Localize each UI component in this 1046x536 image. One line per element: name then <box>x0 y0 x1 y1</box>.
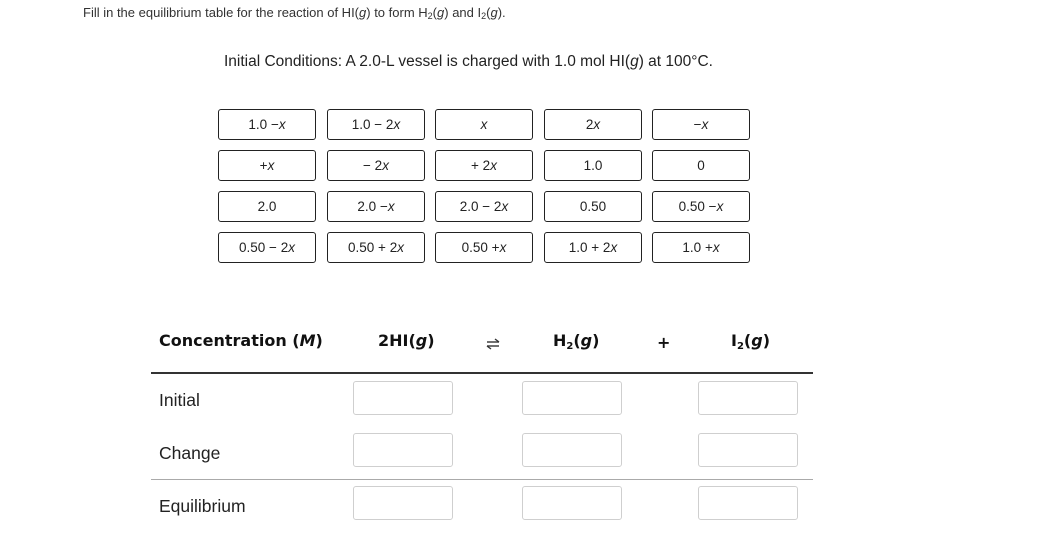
answer-tile[interactable]: − x <box>652 109 750 140</box>
answer-tile[interactable]: + x <box>218 150 316 181</box>
drop-equilibrium-h2[interactable] <box>522 486 622 520</box>
answer-tile[interactable]: 0.50 + x <box>435 232 533 263</box>
answer-tile[interactable]: 2.0 − 2 x <box>435 191 533 222</box>
answer-tile[interactable]: 0.50 − 2 x <box>218 232 316 263</box>
initial-conditions-text: Initial Conditions: A 2.0-L vessel is charged with 1.0 mol HI(g) at 100°C. <box>224 53 713 70</box>
equilibrium-arrows-icon <box>485 336 501 352</box>
instructions-text: Fill in the equilibrium table for the reaction of HI(g) to form $H_2(g)$ and $I_2(g)$. <box>83 5 506 21</box>
drop-initial-hi[interactable] <box>353 381 453 415</box>
row-label-change: Change <box>159 443 221 463</box>
answer-tile[interactable]: 1.0 + x <box>652 232 750 263</box>
answer-tile[interactable]: 0.50 <box>544 191 642 222</box>
answer-tile[interactable]: 1.0 − x <box>218 109 316 140</box>
answer-tile[interactable]: − 2 x <box>327 150 425 181</box>
answer-tile[interactable]: 1.0 − 2 x <box>327 109 425 140</box>
drop-change-hi[interactable] <box>353 433 453 467</box>
answer-tile[interactable]: + 2 x <box>435 150 533 181</box>
drop-initial-i2[interactable] <box>698 381 798 415</box>
product-h2-header: $H_2(g)$ <box>553 331 600 352</box>
answer-tile[interactable]: 0.50 + 2 x <box>327 232 425 263</box>
answer-tile[interactable]: 2.0 <box>218 191 316 222</box>
change-divider <box>151 479 813 480</box>
drop-equilibrium-i2[interactable] <box>698 486 798 520</box>
drop-equilibrium-hi[interactable] <box>353 486 453 520</box>
concentration-header: Concentration (M) <box>159 331 323 350</box>
drop-initial-h2[interactable] <box>522 381 622 415</box>
drop-change-h2[interactable] <box>522 433 622 467</box>
answer-tile[interactable]: 1.0 + 2 x <box>544 232 642 263</box>
answer-tile[interactable]: 2 x <box>544 109 642 140</box>
answer-tile[interactable]: 1.0 <box>544 150 642 181</box>
answer-tile[interactable]: 2.0 − x <box>327 191 425 222</box>
row-label-initial: Initial <box>159 390 200 410</box>
answer-tile[interactable]: x <box>435 109 533 140</box>
answer-tile[interactable]: 0.50 − x <box>652 191 750 222</box>
answer-tile[interactable]: 0 <box>652 150 750 181</box>
reactant-header: 2HI(g) <box>378 331 435 350</box>
answer-tile-bank <box>218 109 754 269</box>
plus-sign: + <box>657 333 671 352</box>
header-divider <box>151 372 813 374</box>
drop-change-i2[interactable] <box>698 433 798 467</box>
product-i2-header: $I_2(g)$ <box>731 331 770 352</box>
row-label-equilibrium: Equilibrium <box>159 496 246 516</box>
